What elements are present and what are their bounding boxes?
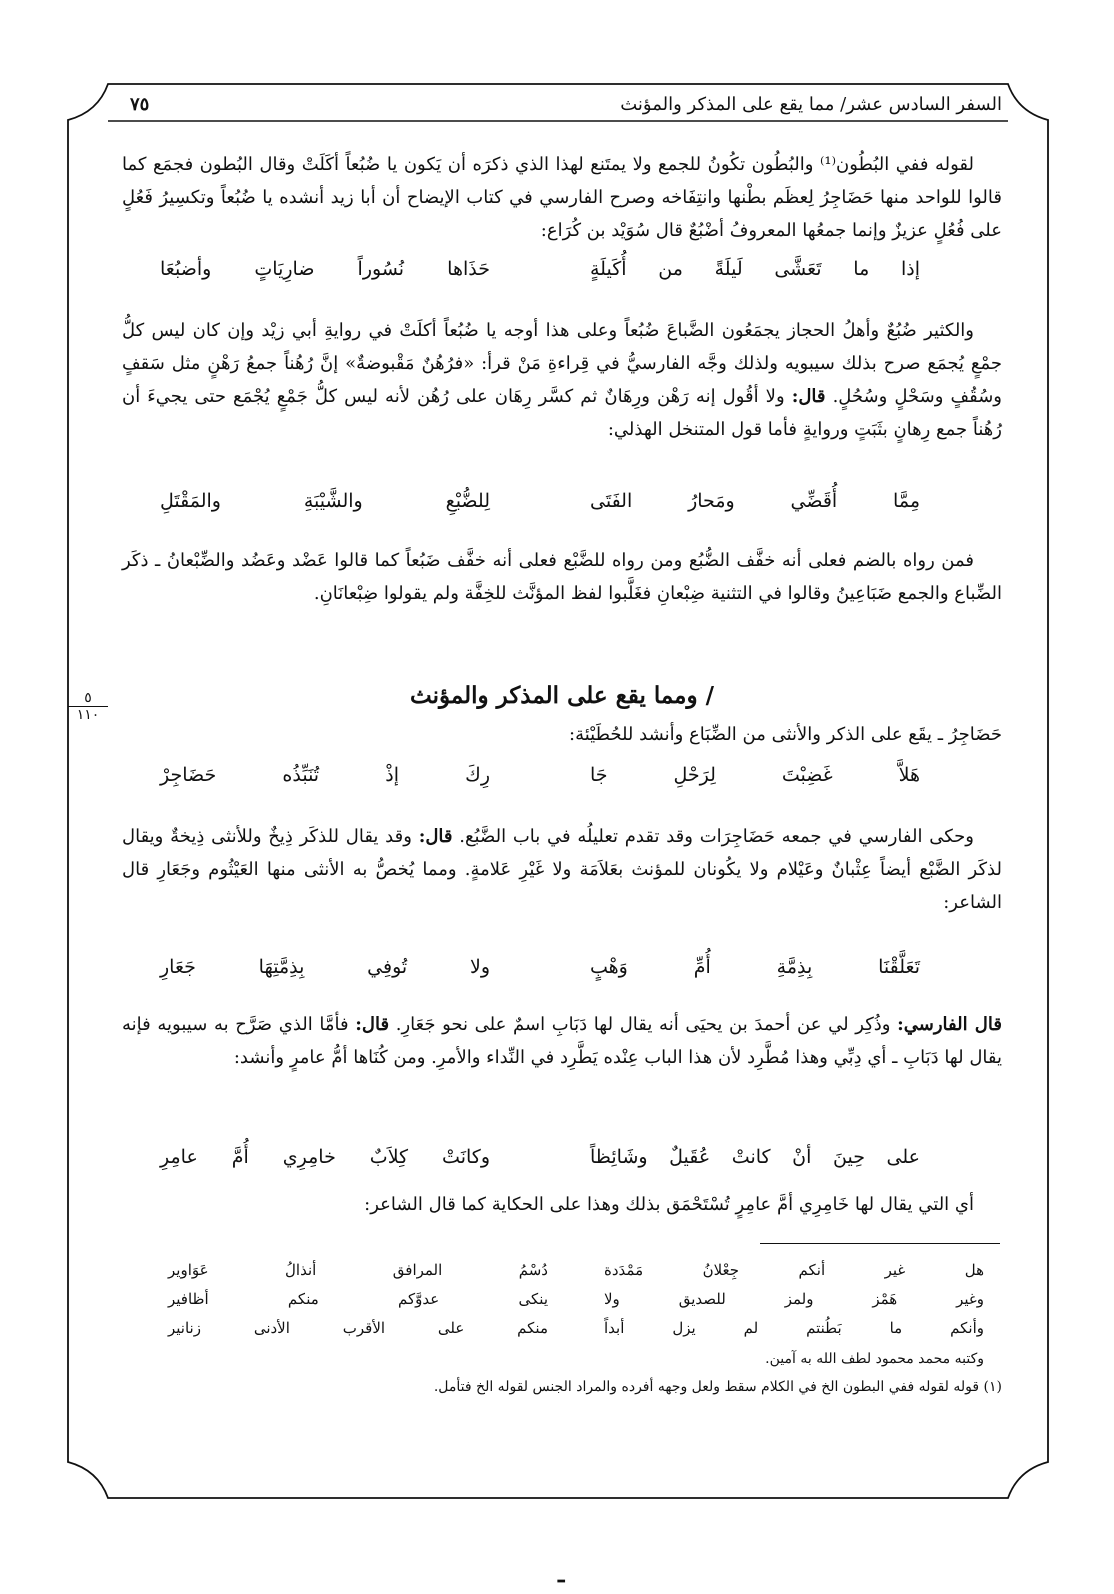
section-heading: / ومما يقع على المذكر والمؤنث — [409, 682, 715, 709]
verse-5-hemistich-1: على حِينَ أنْ كانتْ عُقَيلٌ وشَائِظاً — [590, 1146, 920, 1168]
page-number: ٧٥ — [130, 94, 150, 115]
footnote-poem-right-column — [604, 1256, 984, 1343]
margin-reference — [68, 690, 108, 723]
footnote-poem-line: وغير هَمْز ولمز للصديق ولا — [604, 1290, 984, 1308]
verse-4-hemistich-2: ولا تُوفِي بِذِمَّتِهَا جَعَارِ — [160, 956, 490, 978]
verse-3-hemistich-1: هَلاَّ غَضِبْتَ لِرَحْلِ جَا — [590, 764, 920, 786]
paragraph-4: حَضَاجِرُ ـ يقَع على الذكر والأنثى من الضِّبَاع وأنشد للحُطَيْئة: — [569, 724, 1002, 745]
verse-1-hemistich-1: إذا ما تَعَشَّى لَيلَةً من أُكَيلَةٍ — [590, 258, 920, 280]
verse-2 — [160, 484, 920, 518]
footnote-rule — [760, 1243, 1000, 1244]
verse-3 — [160, 758, 920, 792]
qal-label: قال: — [791, 386, 826, 407]
header-title: السفر السادس عشر/ مما يقع على المذكر والمؤنث — [620, 94, 1002, 115]
verse-5 — [160, 1140, 920, 1174]
qal-label: قال: — [418, 826, 453, 847]
footnote-poem-line: ينكى عدوَّكم منكم أظافير — [168, 1290, 548, 1308]
margin-ref-denominator: ١١٠ — [68, 706, 108, 723]
page-mark: ـ — [558, 1562, 565, 1588]
verse-4-hemistich-1: تَعَلَّقْنَا بِذِمَّةِ أُمِّ وَهْبٍ — [590, 956, 920, 978]
qal-farisi-label: قال الفارسي: — [897, 1014, 1002, 1035]
qal-label: قال: — [355, 1014, 390, 1035]
paragraph-5: وحكى الفارسي في جمعه حَضَاجِرَات وقد تقدم تعليلُه في باب الضَّبُع. قال: وقد يقال للذكَر ذِيخٌ وللأنثى ذِيخةٌ ويقال لذكَر الضَّبْع أيضاً عِثْبانٌ وعَيْلام ولا يكُونان للمؤنث بعَلاَمَة ولا غَيْرِ عَلامةٍ. ومما يُخصُّ به الأنثى منها العَيْثُوم وجَعَارِ قال الشاعر: — [122, 826, 1002, 913]
paragraph-2: والكثير ضُبُعٌ وأهلُ الحجاز يجمَعُون الضَّباعَ ضُبُعاً وعلى هذا أوجه يا ضُبُعاً أكلَتْ في روايةِ أبي زيْد وإن كان ليس كلُّ جمْعٍ يُجمَع صرح بذلك سيبويه ولذلك وجَّه الفارسيُّ في قِراءةِ مَنْ قرأ: «فرُهُنٌ مَقْبوضةٌ» إنَّ رُهُناً جمعُ رَهْنٍ مثل سَقفٍ وسُقُفٍ وسَحْلٍ وسُحُلٍ. قال: ولا أقُول إنه رَهْن ورِهَانٌ ثم كسَّر رِهَان على رُهُن لأنه ليس كلُّ جَمْعٍ يُجْمَع حتى يجيءَ أن رُهُناً جمع رِهانٍ بثَبَتٍ وروايةٍ فأما قول المتنخل الهذلي: — [122, 320, 1002, 440]
footnote-poem-line: هل غير أنكم جِعْلانُ مَمْدَدة — [604, 1261, 984, 1279]
footnote-poem-line: منكم على الأقرب الأدنى زنانير — [168, 1319, 548, 1337]
footnote-poem-line: وأنكم ما بَطُنتم لم يزل أبداً — [604, 1319, 984, 1337]
verse-1 — [160, 252, 920, 286]
copyist-note: وكتبه محمد محمود لطف الله به آمين. — [765, 1351, 984, 1367]
margin-ref-numerator: ٥ — [84, 690, 92, 706]
verse-3-hemistich-2: رِكَ إذْ تُنَبِّذُه حَضَاجِرْ — [160, 764, 490, 786]
footnote-poem-left-column — [168, 1256, 548, 1343]
paragraph-7: أي التي يقال لها خَامِرِي أمَّ عامِرٍ تُسْتَحْمَق بذلك وهذا على الحكاية كما قال الشاعر: — [364, 1194, 974, 1215]
verse-4 — [160, 950, 920, 984]
verse-5-hemistich-2: وكانَتْ كِلاَبٌ خامِرِي أُمَّ عامِرِ — [160, 1146, 490, 1168]
verse-1-hemistich-2: حَذَاها نُسُوراً ضارِيَاتٍ وأضبُعَا — [160, 258, 490, 280]
paragraph-1: لقوله ففي البُطُون⁽¹⁾ والبُطُون تكُونُ للجمع ولا يمتَنع لهذا الذي ذكرَه أن يَكون يا ضُبُعاً أكَلَتْ وقال البُطون فجمَع كما قالوا للواحد منها حَضَاجِرُ لِعظَم بطْنها وانتِفَاخه وصرح الفارسي في كتاب الإيضاح أن أبا زيد أنشده يا ضُبُعاً وتكسِيرُ فَعُلٍ على فُعُلٍ عزيزٌ وإنما جمعُها المعروفُ أضْبُعٌ قال سُوَيْد بن كُرَاع: — [122, 154, 1002, 241]
verse-2-hemistich-1: مِمَّا أُقَضِّي ومَحارُ الفَتَى — [590, 490, 920, 512]
running-header — [122, 90, 1002, 120]
footnote-poem-line: دُسْمُ المرافق أنذالُ عَوَاوير — [168, 1261, 548, 1279]
paragraph-3: فمن رواه بالضم فعلى أنه خفَّف الضُّبُع ومن رواه للضَّبْع فعلى أنه خفَّف ضَبُعاً كما قالوا عَضْد وعَضُد والضِّبْعانُ ـ ذكَر الضِّباع والجمع ضَبَاعِينُ وقالوا في التثنية ضِبْعانِ فغَلَّبوا لفظ المؤنَّث للخِفَّة ولم يقولوا ضِبْعانَانِ. — [122, 550, 1002, 604]
footnote-1: (١) قوله لقوله ففي البطون الخ في الكلام سقط ولعل وجهه أفرده والمراد الجنس لقوله الخ فتأمل. — [433, 1379, 1002, 1395]
verse-2-hemistich-2: لِلضُّبْعِ والشَّيْبَةِ والمَقْتَلِ — [160, 490, 490, 512]
paragraph-6: قال الفارسي: وذُكِر لي عن أحمدَ بن يحيَى أنه يقال لها دَبَابِ اسمٌ على نحو جَعَارِ. قال: فأمَّا الذي صَرَّح به سيبويه فإنه يقال لها دَبَابِ ـ أي دِبِّي وهذا مُطَّرِد لأن هذا الباب عِنْده يَطَّرِد في النِّداء والأمرِ. ومن كُنَاها أمُّ عامرٍ وأنشد: — [122, 1014, 1002, 1068]
